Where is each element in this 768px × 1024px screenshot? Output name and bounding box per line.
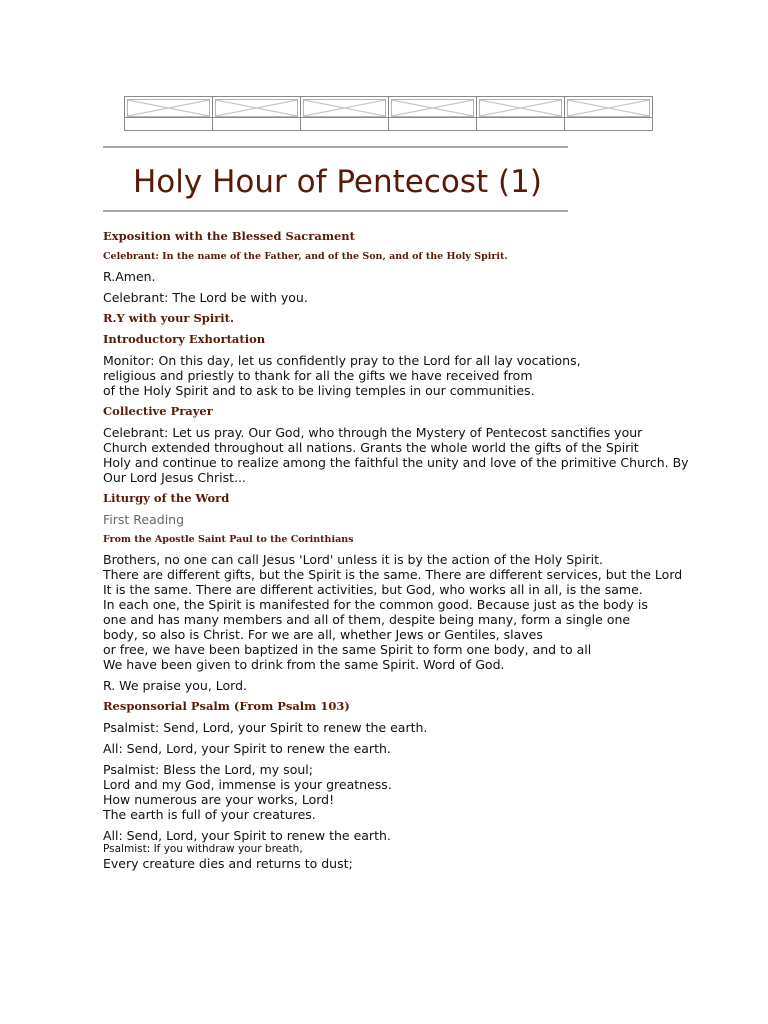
psalmist-verse-3: Psalmist: If you withdraw your breath, [103,843,303,855]
celebrant-sign-of-cross: Celebrant: In the name of the Father, and of the Son, and of the Holy Spirit. [103,251,508,262]
reading-line: In each one, the Spirit is manifested for the common good. Because just as the body is [103,597,648,612]
broken-image-icon [568,100,649,116]
all-response-2: All: Send, Lord, your Spirit to renew the earth. [103,828,391,843]
collective-line: Holy and continue to realize among the faithful the unity and love of the primitive Church. By [103,455,689,470]
reading-line: There are different gifts, but the Spirit is the same. There are different services, but the Lord [103,567,683,582]
reading-line: one and has many members and all of them, despite being many, form a single one [103,612,631,627]
response-praise: R. We praise you, Lord. [103,678,247,693]
top-divider [103,146,568,148]
collective-line: Our Lord Jesus Christ... [103,470,246,485]
broken-image-icon [480,100,561,116]
page-title: Holy Hour of Pentecost (1) [133,164,542,200]
reading-line: Brothers, no one can call Jesus 'Lord' unless it is by the action of the Holy Spirit. [103,552,604,567]
all-response-1: All: Send, Lord, your Spirit to renew the earth. [103,741,391,756]
broken-image-icon [216,100,297,116]
broken-image-icon [128,100,209,116]
response-amen: R.Amen. [103,269,156,284]
monitor-line: religious and priestly to thank for all the gifts we have received from [103,368,533,383]
collective-line: Church extended throughout all nations. Grants the whole world the gifts of the Spirit [103,440,639,455]
image-placeholder-cell [389,97,477,130]
image-placeholder-cell [477,97,565,130]
introductory-heading: Introductory Exhortation [103,332,266,346]
image-placeholder-cell [301,97,389,130]
image-placeholder-cell [565,97,652,130]
reading-paragraph [103,552,703,672]
reading-line: It is the same. There are different activities, but God, who works all in all, is the same. [103,582,643,597]
collective-prayer-heading: Collective Prayer [103,404,213,418]
reading-line: body, so also is Christ. For we are all, whether Jews or Gentiles, slaves [103,627,543,642]
psalm-heading: Responsorial Psalm (From Psalm 103) [103,699,350,713]
image-placeholder-cell [125,97,213,130]
exposition-heading: Exposition with the Blessed Sacrament [103,229,355,243]
collective-line: Celebrant: Let us pray. Our God, who through the Mystery of Pentecost sanctifies your [103,425,643,440]
reading-line: We have been given to drink from the same Spirit. Word of God. [103,657,505,672]
reading-line: or free, we have been baptized in the same Spirit to form one body, and to all [103,642,592,657]
title-divider [103,210,568,212]
psalmist-verse-3-continued: Every creature dies and returns to dust; [103,856,353,871]
monitor-paragraph [103,353,703,398]
psalmist-verse-2 [103,762,703,822]
apostle-heading: From the Apostle Saint Paul to the Corinthians [103,534,354,545]
liturgy-heading: Liturgy of the Word [103,491,230,505]
response-with-your-spirit: R.Y with your Spirit. [103,311,234,325]
image-placeholder-cell [213,97,301,130]
document-body [103,229,703,877]
broken-image-icon [304,100,385,116]
celebrant-greeting: Celebrant: The Lord be with you. [103,290,308,305]
image-placeholder-table [124,96,653,131]
monitor-line: of the Holy Spirit and to ask to be living temples in our communities. [103,383,535,398]
broken-image-icon [392,100,473,116]
psalmist-line: Lord and my God, immense is your greatness. [103,777,392,792]
psalmist-verse-1: Psalmist: Send, Lord, your Spirit to renew the earth. [103,720,428,735]
monitor-line: Monitor: On this day, let us confidently pray to the Lord for all lay vocations, [103,353,581,368]
psalmist-line: The earth is full of your creatures. [103,807,316,822]
psalmist-line: Psalmist: Bless the Lord, my soul; [103,762,313,777]
collective-prayer-paragraph [103,425,703,485]
psalmist-line: How numerous are your works, Lord! [103,792,335,807]
first-reading-label: First Reading [103,512,185,527]
